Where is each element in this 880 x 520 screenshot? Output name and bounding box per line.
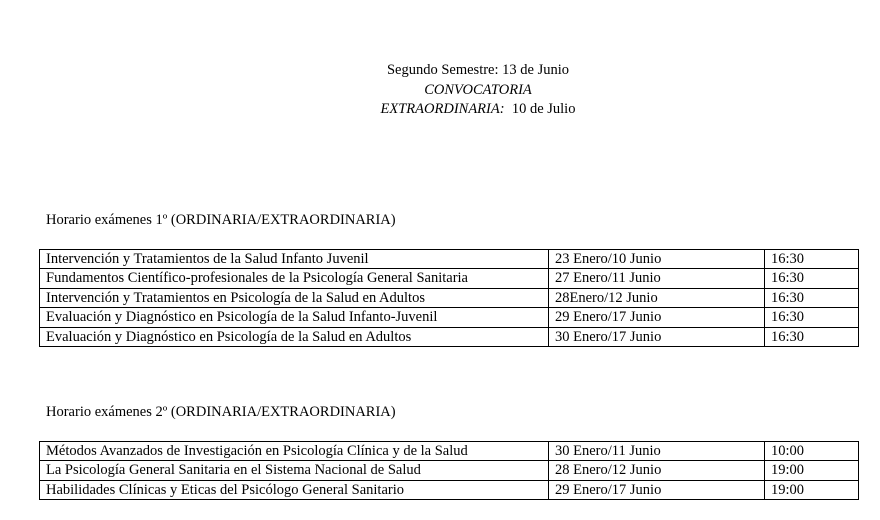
table-row — [40, 308, 859, 327]
subject-cell: Evaluación y Diagnóstico en Psicología de la Salud en Adultos — [40, 327, 549, 346]
date-cell: 28Enero/12 Junio — [549, 288, 765, 307]
subject-cell: Intervención y Tratamientos en Psicología de la Salud en Adultos — [40, 288, 549, 307]
time-cell: 10:00 — [765, 442, 859, 461]
convocatoria-label: CONVOCATORIA — [424, 81, 532, 98]
time-cell: 16:30 — [765, 250, 859, 269]
time-cell: 19:00 — [765, 461, 859, 480]
subject-cell: La Psicología General Sanitaria en el Sistema Nacional de Salud — [40, 461, 549, 480]
subject-cell: Intervención y Tratamientos de la Salud Infanto Juvenil — [40, 250, 549, 269]
date-cell: 27 Enero/11 Junio — [549, 269, 765, 288]
time-cell: 16:30 — [765, 327, 859, 346]
extraordinaria-line — [0, 100, 880, 120]
semester-date-line: Segundo Semestre: 13 de Junio — [386, 62, 570, 78]
subject-cell: Evaluación y Diagnóstico en Psicología de la Salud Infanto-Juvenil — [40, 308, 549, 327]
extraordinaria-label: EXTRAORDINARIA: — [380, 101, 505, 117]
time-cell: 16:30 — [765, 269, 859, 288]
date-cell: 29 Enero/17 Junio — [549, 480, 765, 499]
table-row — [40, 250, 859, 269]
table-row — [40, 480, 859, 499]
section-title-first: Horario exámenes 1º (ORDINARIA/EXTRAORDINARIA) — [46, 212, 396, 228]
table-row — [40, 288, 859, 307]
table-row — [40, 327, 859, 346]
extraordinaria-date: 10 de Julio — [504, 101, 576, 117]
semester-header — [0, 61, 880, 120]
date-cell: 29 Enero/17 Junio — [549, 308, 765, 327]
exam-table-second — [39, 441, 859, 500]
exam-table-first — [39, 249, 859, 347]
table-row — [40, 269, 859, 288]
date-cell: 30 Enero/17 Junio — [549, 327, 765, 346]
time-cell: 16:30 — [765, 288, 859, 307]
date-cell: 23 Enero/10 Junio — [549, 250, 765, 269]
table-row — [40, 461, 859, 480]
date-cell: 30 Enero/11 Junio — [549, 442, 765, 461]
subject-cell: Métodos Avanzados de Investigación en Psicología Clínica y de la Salud — [40, 442, 549, 461]
subject-cell: Fundamentos Científico-profesionales de la Psicología General Sanitaria — [40, 269, 549, 288]
time-cell: 19:00 — [765, 480, 859, 499]
table-row — [40, 442, 859, 461]
subject-cell: Habilidades Clínicas y Eticas del Psicólogo General Sanitario — [40, 480, 549, 499]
time-cell: 16:30 — [765, 308, 859, 327]
date-cell: 28 Enero/12 Junio — [549, 461, 765, 480]
section-title-second: Horario exámenes 2º (ORDINARIA/EXTRAORDINARIA) — [46, 404, 396, 420]
